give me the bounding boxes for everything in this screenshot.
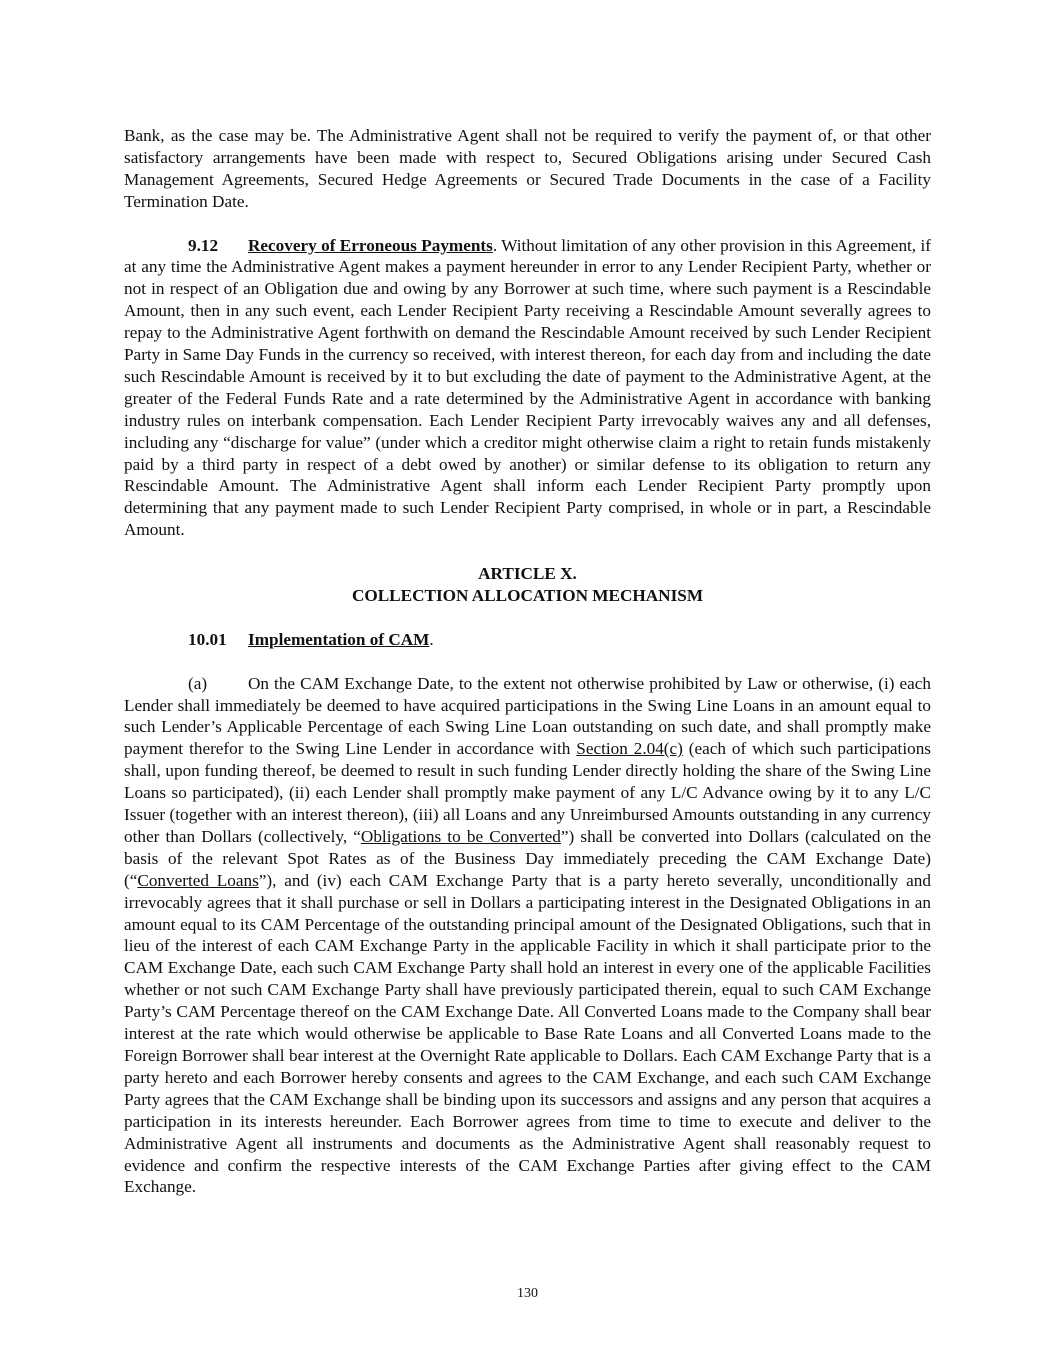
paragraph-label: (a)	[188, 673, 208, 693]
section-reference: Section 2.04(c)	[576, 739, 683, 759]
section-title: Recovery of Erroneous Payments	[248, 235, 493, 255]
continuation-paragraph: Bank, as the case may be. The Administrative Agent shall not be required to verify the payment of, or that other satisfactory arrangements have been made with respect to, Secured Obligations arising under Secured Cash Management Agreements, Secured Hedge Agreements or Secured Trade Documents in the case of a Facility Termination Date.	[124, 126, 931, 211]
article-title: COLLECTION ALLOCATION MECHANISM	[351, 586, 704, 605]
section-number: 9.12	[188, 235, 219, 255]
section-number: 10.01	[188, 629, 227, 649]
document-page	[124, 125, 931, 1198]
paragraph-spacer	[124, 213, 931, 235]
defined-term: Converted Loans	[137, 870, 259, 890]
paragraph-text: (each of which such participations shall, upon funding thereof, be deemed to result in such funding Lender directly holding the share of the Swing Line Loans so participated), (ii) each Lender shall promptly make payment of any L/C Advance owing by it to any L/C Issuer (together with an interest thereon), (iii) all Loans and any Unreimbursed Amounts outstanding in any currency other than Dollars (collectively, “	[124, 739, 931, 846]
section-title: Implementation of CAM	[248, 629, 430, 649]
section-body: Without limitation of any other provision in this Agreement, if at any time the Administrative Agent makes a payment hereunder in error to any Lender Recipient Party, whether or not in respect of an Obligation due and owing by any Borrower at such time, where such payment is a Rescindable Amount, then in any such event, each Lender Recipient Party receiving a Rescindable Amount severally agrees to repay to the Administrative Agent forthwith on demand the Rescindable Amount received by such Lender Recipient Party in Same Day Funds in the currency so received, with interest thereon, for each day from and including the date such Rescindable Amount is received by it to but excluding the date of payment to the Administrative Agent, at the greater of the Federal Funds Rate and a rate determined by the Administrative Agent in accordance with banking industry rules on interbank compensation. Each Lender Recipient Party irrevocably waives any and all defenses, including any “discharge for value” (under which a creditor might otherwise claim a right to retain funds mistakenly paid by a third party in respect of a debt owed by another) or similar defense to its obligation to return any Rescindable Amount. The Administrative Agent shall inform each Lender Recipient Party promptly upon determining that any payment made to such Lender Recipient Party comprised, in whole or in part, a Rescindable Amount.	[124, 235, 931, 540]
page-number: 130	[517, 1286, 538, 1301]
section-title-punctuation: .	[429, 629, 434, 649]
paragraph-spacer	[124, 651, 931, 673]
paragraph-spacer	[124, 541, 931, 563]
section-title-punctuation: .	[492, 235, 498, 255]
paragraph-text: On the CAM Exchange Date, to the extent not otherwise prohibited by Law or otherwise, (i) each Lender shall immediately be deemed to have acquired participations in the Swing Line Loans in an amount equal to such Lender’s Applicable Percentage of each Swing Line Loan outstanding on such date, and shall promptly make payment therefor to the Swing Line Lender in accordance with	[124, 673, 931, 759]
section-9-12-paragraph	[124, 235, 931, 542]
paragraph-text: ”), and (iv) each CAM Exchange Party that is a party hereto severally, unconditionally and irrevocably agrees that it shall purchase or sell in Dollars a participating interest in the Designated Obligations in an amount equal to its CAM Percentage of the outstanding principal amount of the Designated Obligations, such that in lieu of the interest of each CAM Exchange Party in the applicable Facility in which it shall participate prior to the CAM Exchange Date, each such CAM Exchange Party shall hold an interest in every one of the applicable Facilities whether or not such CAM Exchange Party shall have previously participated therein, equal to such CAM Exchange Party’s CAM Percentage thereof on the CAM Exchange Date. All Converted Loans made to the Company shall bear interest at the rate which would otherwise be applicable to Base Rate Loans and all Converted Loans made to the Foreign Borrower shall bear interest at the Overnight Rate applicable to Dollars. Each CAM Exchange Party that is a party hereto and each Borrower hereby consents and agrees to the CAM Exchange, and each such CAM Exchange Party agrees that the CAM Exchange shall be binding upon its successors and assigns and any person that acquires a participation in its interests hereunder. Each Borrower agrees from time to time to execute and deliver to the Administrative Agent all instruments and documents as the Administrative Agent shall reasonably request to evidence and confirm the respective interests of the CAM Exchange Parties after giving effect to the CAM Exchange.	[124, 870, 931, 1197]
article-number: ARTICLE X.	[478, 564, 577, 584]
paragraph-a	[124, 673, 931, 1199]
paragraph-text: ”) shall be converted into Dollars (calculated on the basis of the relevant Spot Rates as of the Business Day immediately preceding the CAM Exchange Date) (“	[124, 826, 931, 890]
defined-term: Obligations to be Converted	[360, 826, 561, 846]
section-10-01-heading	[124, 629, 931, 651]
paragraph-spacer	[124, 607, 931, 629]
